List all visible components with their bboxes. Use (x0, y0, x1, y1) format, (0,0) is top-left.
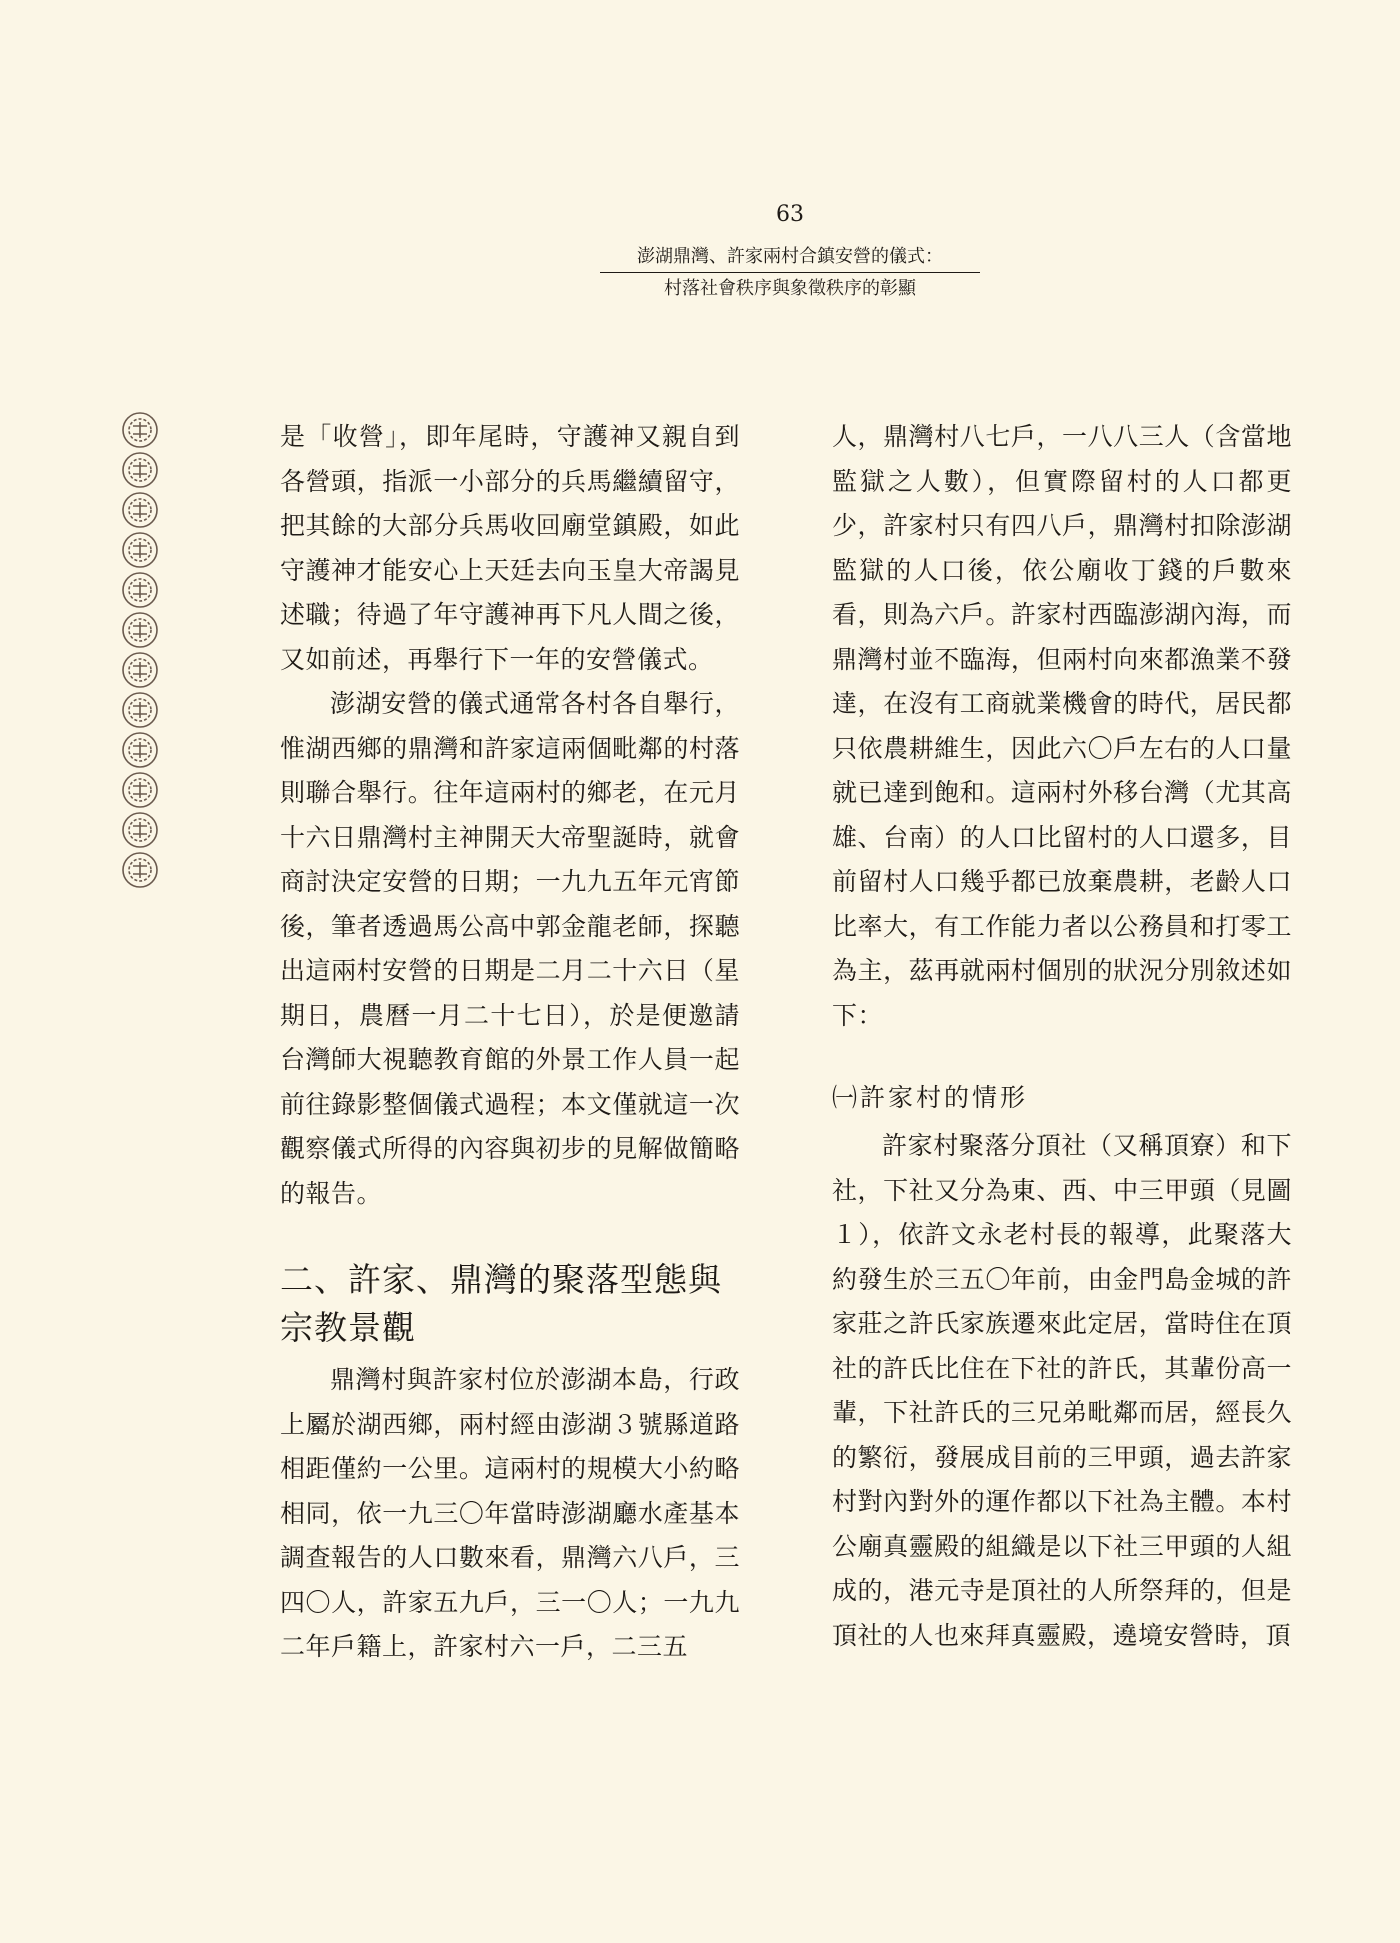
page-header (600, 200, 980, 302)
page-number: 63 (776, 202, 804, 227)
running-title-line2: 村落社會秩序與象徵秩序的彰顯 (664, 278, 916, 299)
seal-glyph (133, 622, 147, 638)
body-paragraph: 人，鼎灣村八七戶，一八八三人（含當地監獄之人數），但實際留村的人口都更少，許家村只有四八戶，鼎灣村扣除澎湖監獄的人口後，依公廟收丁錢的戶數來看，則為六戶。許家村西臨澎湖內海，而鼎灣村並不臨海，但兩村向來都漁業不發達，在沒有工商就業機會的時代，居民都只依農耕維生，因此六〇戶左右的人口量就已達到飽和。這兩村外移台灣（尤其高雄、台南）的人口比留村的人口還多，目前留村人口幾乎都已放棄農耕，老齡人口比率大，有工作能力者以公務員和打零工為主，茲再就兩村個別的狀況分別敘述如下： (832, 422, 1292, 1030)
body-paragraph: 澎湖安營的儀式通常各村各自舉行，惟湖西鄉的鼎灣和許家這兩個毗鄰的村落則聯合舉行。往年這兩村的鄉老，在元月十六日鼎灣村主神開天大帝聖誕時，就會商討決定安營的日期；一九九五年元宵節後，筆者透過馬公高中郭金龍老師，探聽出這兩村安營的日期是二月二十六日（星期日，農曆一月二十七日），於是便邀請台灣師大視聽教育館的外景工作人員一起前往錄影整個儀式過程；本文僅就這一次觀察儀式所得的內容與初步的見解做簡略的報告。 (280, 689, 740, 1208)
seal-glyph (133, 662, 147, 678)
right-column (832, 415, 1292, 1658)
seal-glyph (133, 742, 147, 758)
seal-ornament-strip (118, 410, 162, 890)
left-column (280, 415, 740, 1670)
running-title-line1: 澎湖鼎灣、許家兩村合鎮安營的儀式： (600, 244, 980, 273)
seal-glyph (133, 822, 147, 838)
seal-glyph (133, 782, 147, 798)
seal-glyph (133, 502, 147, 518)
body-paragraph: 鼎灣村與許家村位於澎湖本島，行政上屬於湖西鄉，兩村經由澎湖３號縣道路相距僅約一公里。這兩村的規模大小約略相同，依一九三〇年當時澎湖廳水產基本調查報告的人口數來看，鼎灣六八戶，三四〇人，許家五九戶，三一〇人；一九九二年戶籍上，許家村六一戶，二三五 (280, 1365, 740, 1661)
seal-glyph (133, 542, 147, 558)
body-paragraph: 許家村聚落分頂社（又稱頂寮）和下社，下社又分為東、西、中三甲頭（見圖１），依許文永老村長的報導，此聚落大約發生於三五〇年前，由金門島金城的許家莊之許氏家族遷來此定居，當時住在頂社的許氏比住在下社的許氏，其輩份高一輩，下社許氏的三兄弟毗鄰而居，經長久的繁衍，發展成目前的三甲頭，過去許家村對內對外的運作都以下社為主體。本村公廟真靈殿的組織是以下社三甲頭的人組成的，港元寺是頂社的人所祭拜的，但是頂社的人也來拜真靈殿，遶境安營時，頂 (832, 1131, 1292, 1650)
seal-glyph (133, 702, 147, 718)
seal-glyph (133, 862, 147, 878)
seal-glyph (133, 462, 147, 478)
seal-glyph (133, 422, 147, 438)
section-heading: 二、許家、鼎灣的聚落型態與宗教景觀 (280, 1260, 722, 1347)
sub-heading: ㈠許家村的情形 (832, 1083, 1029, 1112)
seal-glyph (133, 582, 147, 598)
body-paragraph: 是「收營」，即年尾時，守護神又親自到各營頭，指派一小部分的兵馬繼續留守，把其餘的大部分兵馬收回廟堂鎮殿，如此守護神才能安心上天廷去向玉皇大帝謁見述職；待過了年守護神再下凡人間之後，又如前述，再舉行下一年的安營儀式。 (280, 422, 740, 674)
